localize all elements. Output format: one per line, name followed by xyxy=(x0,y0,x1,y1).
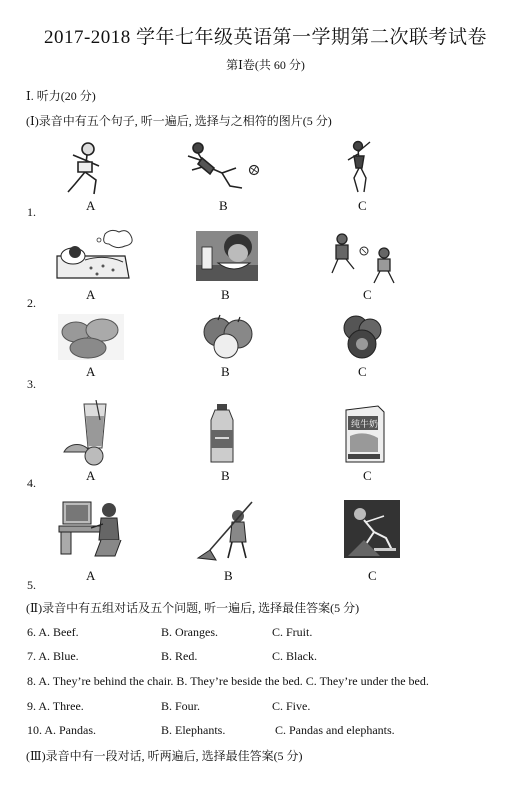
woman-dancing-picture xyxy=(342,138,378,196)
boy-eating-picture xyxy=(196,231,258,281)
part1-instruction: (Ⅰ)录音中有五个句子, 听一遍后, 选择与之相符的图片(5 分) xyxy=(26,114,332,128)
boy-sweeping-picture xyxy=(196,500,260,562)
question-10-option-b: B. Elephants. xyxy=(161,723,226,737)
boy-running-picture xyxy=(62,140,112,198)
option-label: C xyxy=(358,364,367,379)
question-number: 1. xyxy=(27,205,36,219)
part2-instruction: (Ⅱ)录音中有五组对话及五个问题, 听一遍后, 选择最佳答案(5 分) xyxy=(26,601,360,615)
option-label: C xyxy=(368,568,377,583)
section-heading: Ⅰ. 听力(20 分) xyxy=(26,89,96,103)
water-bottle-picture xyxy=(205,404,239,464)
paper-subtitle: 第Ⅰ卷(共 60 分) xyxy=(226,58,305,72)
man-at-computer-picture xyxy=(55,496,135,562)
question-9-option-a: 9. A. Three. xyxy=(27,699,84,713)
man-kicking-ball-picture xyxy=(180,140,265,195)
girl-sleeping-picture xyxy=(55,226,135,284)
orange-juice-picture xyxy=(60,400,116,466)
svg-text:纯牛奶: 纯牛奶 xyxy=(351,420,379,430)
option-label: B xyxy=(219,198,228,213)
option-label: B xyxy=(221,468,230,483)
question-7-option-a: 7. A. Blue. xyxy=(27,649,79,663)
question-number: 3. xyxy=(27,377,36,391)
question-8: 8. A. They’re behind the chair. B. They’re beside the bed. C. They’re under the bed. xyxy=(27,674,429,688)
question-7-option-c: C. Black. xyxy=(272,649,317,663)
option-label: B xyxy=(224,568,233,583)
tomatoes-picture xyxy=(336,312,388,360)
apples-picture xyxy=(198,314,258,360)
potatoes-picture xyxy=(58,314,124,360)
option-label: A xyxy=(86,468,96,483)
milk-carton-picture xyxy=(340,402,390,466)
option-label: A xyxy=(86,198,96,213)
question-10-option-a: 10. A. Pandas. xyxy=(27,723,96,737)
option-label: A xyxy=(86,568,96,583)
question-6-option-b: B. Oranges. xyxy=(161,625,218,639)
boys-playing-football-picture xyxy=(326,231,404,286)
question-6-option-a: 6. A. Beef. xyxy=(27,625,79,639)
option-label: C xyxy=(363,287,372,302)
option-label: A xyxy=(86,287,96,302)
question-number: 2. xyxy=(27,296,36,310)
option-label: B xyxy=(221,287,230,302)
part3-instruction: (Ⅲ)录音中有一段对话, 听两遍后, 选择最佳答案(5 分) xyxy=(26,749,303,763)
skateboarder-picture xyxy=(344,500,400,558)
page-title: 2017-2018 学年七年级英语第一学期第二次联考试卷 xyxy=(43,27,488,48)
option-label: B xyxy=(221,364,230,379)
question-7-option-b: B. Red. xyxy=(161,649,198,663)
option-label: C xyxy=(363,468,372,483)
question-9-option-c: C. Five. xyxy=(272,699,311,713)
option-label: A xyxy=(86,364,96,379)
question-10-option-c: C. Pandas and elephants. xyxy=(275,723,395,737)
question-number: 5. xyxy=(27,578,36,592)
option-label: C xyxy=(358,198,367,213)
question-6-option-c: C. Fruit. xyxy=(272,625,313,639)
question-9-option-b: B. Four. xyxy=(161,699,201,713)
question-number: 4. xyxy=(27,476,36,490)
